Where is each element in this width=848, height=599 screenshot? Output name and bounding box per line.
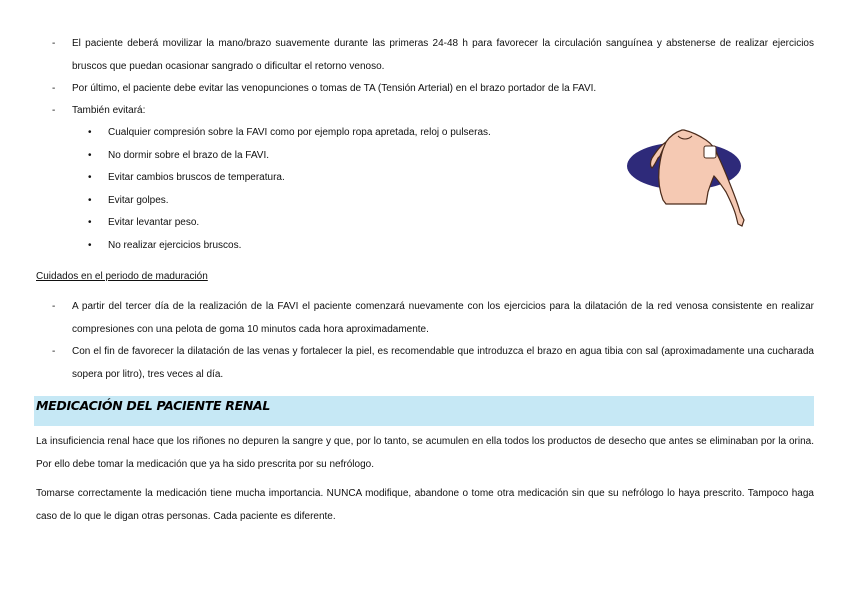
- bullet-marker: •: [88, 150, 92, 161]
- list-item: [52, 341, 814, 386]
- bullet-item: [88, 194, 169, 208]
- bullet-item-text: Evitar cambios bruscos de temperatura.: [108, 172, 285, 183]
- bullet-marker: •: [88, 172, 92, 183]
- bullet-marker: •: [88, 195, 92, 206]
- dash-marker: -: [52, 105, 56, 116]
- bullet-marker: •: [88, 217, 92, 228]
- bullet-item: [88, 126, 491, 140]
- dash-marker: -: [52, 301, 56, 312]
- bullet-item-text: No realizar ejercicios bruscos.: [108, 240, 242, 251]
- section-subheading: Cuidados en el periodo de maduración: [36, 271, 208, 282]
- list-item-text: Por último, el paciente debe evitar las venopunciones o tomas de TA (Tensión Arterial) en el brazo portador de la FAVI.: [72, 83, 597, 94]
- dash-marker: -: [52, 83, 56, 94]
- bullet-item: [88, 239, 241, 253]
- list-item-text: También evitará:: [72, 105, 146, 116]
- bullet-item-text: No dormir sobre el brazo de la FAVI.: [108, 150, 269, 161]
- paragraph: Tomarse correctamente la medicación tiene mucha importancia. NUNCA modifique, abandone o tome otra medicación sin que su nefrólogo lo haya prescrito. Tampoco haga caso de lo que le digan otras personas. Cada paciente es diferente.: [36, 488, 814, 522]
- dash-marker: -: [52, 346, 56, 357]
- list-item-text: El paciente deberá movilizar la mano/brazo suavemente durante las primeras 24-48 h para favorecer la circulación sanguínea y abstenerse de realizar ejercicios bruscos que puedan ocasionar sangrado o dificultar el retorno venoso.: [72, 38, 814, 72]
- section-title: MEDICACIÓN DEL PACIENTE RENAL: [36, 398, 271, 413]
- dash-marker: -: [52, 38, 56, 49]
- bullet-item: [88, 171, 285, 185]
- bullet-marker: •: [88, 127, 92, 138]
- bullet-item-text: Evitar levantar peso.: [108, 217, 200, 228]
- list-item: [52, 296, 814, 341]
- list-item-text: A partir del tercer día de la realización de la FAVI el paciente comenzará nuevamente con los ejercicios para la dilatación de la red venosa consistente en realizar compresiones con una pelota de goma 10 minutos cada hora aproximadamente.: [72, 301, 814, 335]
- bullet-marker: •: [88, 240, 92, 251]
- list-item: [52, 100, 814, 123]
- patient-torso-illustration: [626, 126, 748, 230]
- paragraph: La insuficiencia renal hace que los riñones no depuren la sangre y que, por lo tanto, se acumulen en ella todos los productos de desecho que antes se eliminaban por la orina. Por ello debe tomar la medicación que ya ha sido prescrita por su nefrólogo.: [36, 436, 814, 470]
- bullet-item: [88, 216, 199, 230]
- list-item: [52, 78, 814, 101]
- section-header-bar: [34, 396, 814, 426]
- list-item-text: Con el fin de favorecer la dilatación de las venas y fortalecer la piel, es recomendable que introduzca el brazo en agua tibia con sal (aproximadamente una cucharada sopera por litro), tres veces al día.: [72, 346, 814, 380]
- list-item: [52, 33, 814, 78]
- bullet-item: [88, 149, 269, 163]
- bullet-item-text: Evitar golpes.: [108, 195, 169, 206]
- illustration-bandage: [704, 146, 716, 158]
- bullet-item-text: Cualquier compresión sobre la FAVI como por ejemplo ropa apretada, reloj o pulseras.: [108, 127, 491, 138]
